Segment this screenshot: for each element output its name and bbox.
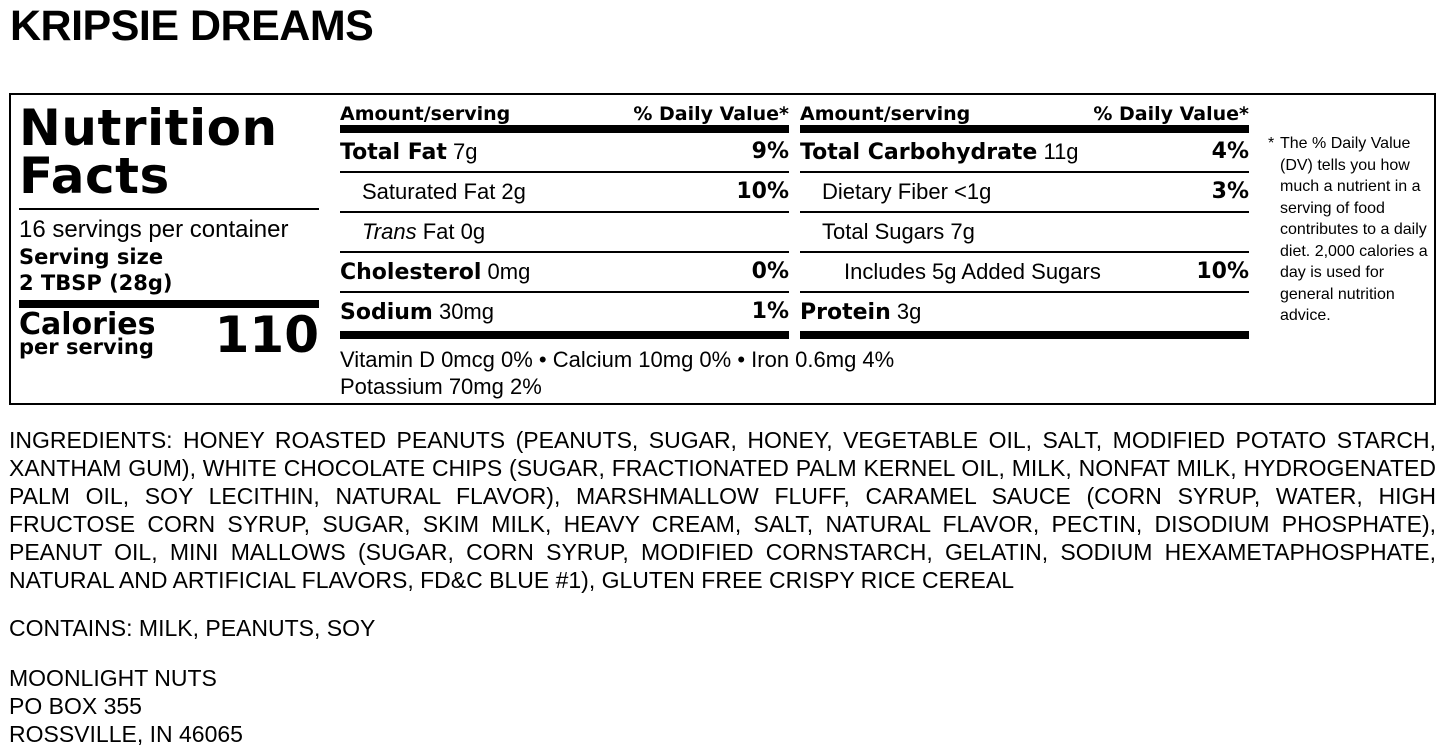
servings-per-container: 16 servings per container [19, 216, 289, 243]
table-header [800, 95, 1249, 133]
nutrient-amount: 30mg [432, 299, 494, 324]
vitamins-line-1: Vitamin D 0mcg 0% • Calcium 10mg 0% • Iron 0.6mg 4% [340, 347, 895, 372]
nutrient-dv: 1% [751, 299, 789, 324]
nutrient-label: Total Sugars 7g [822, 219, 975, 244]
amount-per-serving-header: Amount/serving [800, 103, 971, 125]
nutrient-row-sodium [340, 293, 789, 339]
nutrient-row-total-sugars [800, 213, 1249, 253]
vitamins-line-2: Potassium 70mg 2% [340, 374, 542, 399]
nutrients-right-table [800, 95, 1249, 339]
nutrient-amount: 0mg [481, 259, 531, 284]
calories-row [19, 308, 319, 388]
footnote-asterisk: * [1268, 135, 1275, 152]
manufacturer-address [9, 664, 243, 748]
nutrient-amount: Fat 0g [416, 219, 486, 244]
nutrient-amount: 3g [890, 299, 922, 324]
nutrient-name: Total Carbohydrate [800, 140, 1038, 165]
nutrition-facts-panel [9, 93, 1436, 405]
amount-per-serving-header: Amount/serving [340, 103, 511, 125]
divider [19, 208, 319, 210]
daily-value-header: % Daily Value* [1093, 103, 1249, 125]
address-line-2: ROSSVILLE, IN 46065 [9, 721, 243, 747]
nutrition-facts-left-column [19, 95, 319, 388]
allergen-statement: CONTAINS: MILK, PEANUTS, SOY [9, 615, 376, 641]
daily-value-footnote [1268, 133, 1433, 327]
nutrient-label: Saturated Fat 2g [362, 179, 526, 204]
vitamins-minerals [340, 346, 1260, 400]
nutrient-name: Cholesterol [340, 260, 482, 285]
product-title: KRIPSIE DREAMS [10, 2, 374, 50]
serving-size-label: Serving size [19, 245, 164, 269]
nutrient-row-added-sugars [800, 253, 1249, 293]
address-line-1: PO BOX 355 [9, 693, 142, 719]
nutrient-dv: 9% [751, 139, 789, 164]
nutrient-label: Includes 5g Added Sugars [844, 259, 1101, 284]
nutrient-name: Sodium [340, 300, 433, 325]
nutrient-dv: 3% [1211, 179, 1249, 204]
nutrient-dv: 4% [1211, 139, 1249, 164]
calories-per-serving-label: per serving [19, 335, 154, 359]
calories-label: Calories [19, 307, 156, 342]
nutrient-name: Protein [800, 300, 891, 325]
nutrient-row-trans-fat [340, 213, 789, 253]
nutrient-row-total-carbohydrate [800, 133, 1249, 173]
nutrient-row-dietary-fiber [800, 173, 1249, 213]
nutrient-row-total-fat [340, 133, 789, 173]
company-name: MOONLIGHT NUTS [9, 665, 217, 691]
nutrient-dv: 10% [736, 179, 789, 204]
calories-value: 110 [214, 306, 319, 364]
ingredients-list: INGREDIENTS: HONEY ROASTED PEANUTS (PEANUTS, SUGAR, HONEY, VEGETABLE OIL, SALT, MODIFIED POTATO STARCH, XANTHAM GUM), WHITE CHOCOLATE CHIPS (SUGAR, FRACTIONATED PALM KERNEL OIL, MILK, NONFAT MILK, HYDROGENATED PALM OIL, SOY LECITHIN, NATURAL FLAVOR), MARSHMALLOW FLUFF, CARAMEL SAUCE (CORN SYRUP, WATER, HIGH FRUCTOSE CORN SYRUP, SUGAR, SKIM MILK, HEAVY CREAM, SALT, NATURAL FLAVOR, PECTIN, DISODIUM PHOSPHATE), PEANUT OIL, MINI MALLOWS (SUGAR, CORN SYRUP, MODIFIED CORNSTARCH, GELATIN, SODIUM HEXAMETAPHOSPHATE, NATURAL AND ARTIFICIAL FLAVORS, FD&C BLUE #1), GLUTEN FREE CRISPY RICE CEREAL [9, 427, 1436, 593]
nutrient-row-protein [800, 293, 1249, 339]
footnote-text: The % Daily Value (DV) tells you how much a nutrient in a serving of food contributes to a daily diet. 2,000 calories a day is used for general nutrition advice. [1280, 135, 1428, 324]
nutrient-row-cholesterol [340, 253, 789, 293]
nutrient-amount: 11g [1037, 139, 1079, 164]
nutrient-dv: 10% [1196, 259, 1249, 284]
nutrition-facts-title [19, 99, 319, 205]
nutrient-dv: 0% [751, 259, 789, 284]
serving-size-value: 2 TBSP (28g) [19, 271, 173, 295]
nutrient-amount: 7g [446, 139, 478, 164]
nutrients-left-table [340, 95, 789, 339]
nutrient-label: Dietary Fiber <1g [822, 179, 992, 204]
daily-value-header: % Daily Value* [633, 103, 789, 125]
nutrient-name: Total Fat [340, 140, 447, 165]
title-line-1: Nutrition [19, 99, 278, 157]
nutrient-name-italic: Trans [362, 219, 417, 244]
table-header [340, 95, 789, 133]
title-line-2: Facts [19, 147, 170, 205]
nutrient-row-saturated-fat [340, 173, 789, 213]
